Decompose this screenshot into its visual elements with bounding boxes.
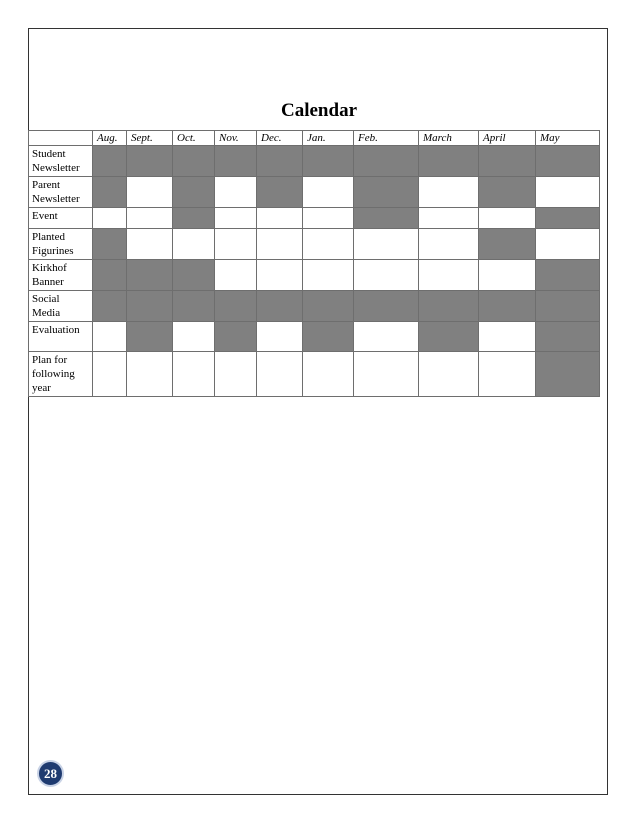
empty-cell [127, 352, 173, 397]
scheduled-cell [479, 291, 536, 322]
activity-label: Social Media [29, 291, 93, 322]
empty-cell [354, 229, 419, 260]
empty-cell [419, 260, 479, 291]
scheduled-cell [303, 146, 354, 177]
month-header: Oct. [173, 131, 215, 146]
scheduled-cell [536, 146, 600, 177]
scheduled-cell [419, 291, 479, 322]
month-header: Aug. [93, 131, 127, 146]
scheduled-cell [173, 291, 215, 322]
month-header: Dec. [257, 131, 303, 146]
header-corner [29, 131, 93, 146]
empty-cell [257, 208, 303, 229]
empty-cell [303, 208, 354, 229]
activity-row [29, 146, 600, 177]
empty-cell [173, 352, 215, 397]
activity-row [29, 260, 600, 291]
scheduled-cell [127, 260, 173, 291]
empty-cell [257, 352, 303, 397]
scheduled-cell [93, 291, 127, 322]
activity-row [29, 177, 600, 208]
scheduled-cell [479, 146, 536, 177]
page-title: Calendar [281, 100, 357, 121]
empty-cell [173, 322, 215, 352]
activity-label: Student Newsletter [29, 146, 93, 177]
empty-cell [354, 352, 419, 397]
empty-cell [215, 208, 257, 229]
scheduled-cell [257, 291, 303, 322]
empty-cell [215, 177, 257, 208]
activity-label: Event [29, 208, 93, 229]
empty-cell [127, 208, 173, 229]
month-header: April [479, 131, 536, 146]
empty-cell [419, 352, 479, 397]
scheduled-cell [173, 260, 215, 291]
empty-cell [419, 229, 479, 260]
scheduled-cell [536, 352, 600, 397]
month-header: Jan. [303, 131, 354, 146]
empty-cell [257, 260, 303, 291]
empty-cell [354, 260, 419, 291]
empty-cell [354, 322, 419, 352]
scheduled-cell [536, 291, 600, 322]
activity-row [29, 322, 600, 352]
activity-label: Evaluation [29, 322, 93, 352]
scheduled-cell [173, 208, 215, 229]
scheduled-cell [354, 291, 419, 322]
month-header: Feb. [354, 131, 419, 146]
empty-cell [303, 229, 354, 260]
scheduled-cell [93, 229, 127, 260]
empty-cell [257, 229, 303, 260]
empty-cell [536, 177, 600, 208]
scheduled-cell [93, 146, 127, 177]
empty-cell [127, 177, 173, 208]
scheduled-cell [536, 322, 600, 352]
empty-cell [479, 208, 536, 229]
calendar-body [29, 146, 600, 397]
empty-cell [215, 229, 257, 260]
scheduled-cell [127, 146, 173, 177]
scheduled-cell [354, 177, 419, 208]
scheduled-cell [93, 260, 127, 291]
month-header: March [419, 131, 479, 146]
scheduled-cell [479, 229, 536, 260]
empty-cell [536, 229, 600, 260]
scheduled-cell [257, 146, 303, 177]
empty-cell [303, 177, 354, 208]
scheduled-cell [93, 177, 127, 208]
scheduled-cell [303, 291, 354, 322]
scheduled-cell [479, 177, 536, 208]
activity-label: Kirkhof Banner [29, 260, 93, 291]
scheduled-cell [257, 177, 303, 208]
activity-label: Planted Figurines [29, 229, 93, 260]
empty-cell [303, 260, 354, 291]
activity-label: Plan for following year [29, 352, 93, 397]
scheduled-cell [536, 260, 600, 291]
month-header-row [29, 131, 600, 146]
month-header: Sept. [127, 131, 173, 146]
activity-row [29, 352, 600, 397]
page-number-badge: 28 [37, 760, 64, 787]
empty-cell [479, 260, 536, 291]
scheduled-cell [303, 322, 354, 352]
scheduled-cell [127, 291, 173, 322]
scheduled-cell [173, 146, 215, 177]
scheduled-cell [419, 146, 479, 177]
empty-cell [93, 322, 127, 352]
empty-cell [215, 352, 257, 397]
empty-cell [215, 260, 257, 291]
empty-cell [257, 322, 303, 352]
scheduled-cell [173, 177, 215, 208]
empty-cell [303, 352, 354, 397]
scheduled-cell [536, 208, 600, 229]
activity-row [29, 291, 600, 322]
activity-row [29, 229, 600, 260]
scheduled-cell [215, 322, 257, 352]
empty-cell [173, 229, 215, 260]
calendar-table [28, 130, 600, 397]
empty-cell [479, 352, 536, 397]
scheduled-cell [419, 322, 479, 352]
empty-cell [419, 208, 479, 229]
month-header: Nov. [215, 131, 257, 146]
scheduled-cell [127, 322, 173, 352]
empty-cell [93, 208, 127, 229]
scheduled-cell [215, 146, 257, 177]
activity-row [29, 208, 600, 229]
empty-cell [419, 177, 479, 208]
activity-label: Parent Newsletter [29, 177, 93, 208]
empty-cell [479, 322, 536, 352]
scheduled-cell [354, 208, 419, 229]
scheduled-cell [354, 146, 419, 177]
scheduled-cell [215, 291, 257, 322]
empty-cell [93, 352, 127, 397]
empty-cell [127, 229, 173, 260]
month-header: May [536, 131, 600, 146]
